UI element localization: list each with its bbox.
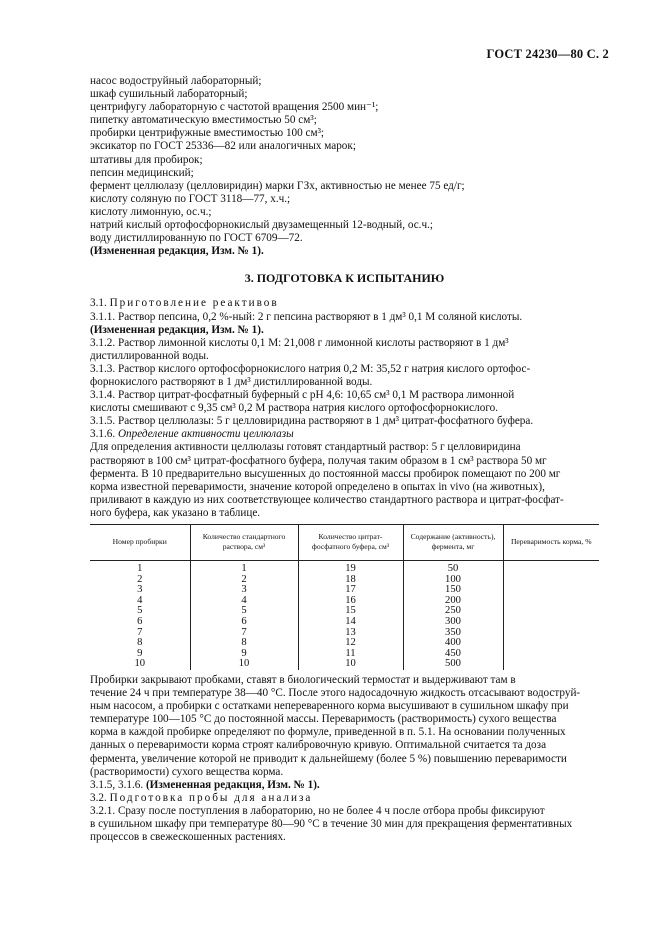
subsection-title: Определение активности целлюлазы	[117, 428, 294, 441]
table-cell: 9	[190, 649, 298, 660]
subsection-title: Приготовление реактивов	[109, 297, 279, 310]
table-cell	[503, 628, 599, 639]
list-item: шкаф сушильный лабораторный;	[90, 88, 248, 101]
list-item: пробирки центрифужные вместимостью 100 см³;	[90, 127, 325, 140]
table-cell: 11	[298, 649, 403, 660]
table-cell: 10	[190, 659, 298, 670]
table-cell: 5	[137, 605, 143, 617]
paragraph-3-1-3-line: форнокислого растворяют в 1 дм³ дистиллированной воды.	[90, 375, 373, 388]
paragraph-3-1-6-line: ного буфера, как указано в таблице.	[90, 506, 261, 519]
table-cell: 15	[298, 606, 403, 617]
table-cell: 5	[190, 606, 298, 617]
list-item: фермент целлюлазу (целловиридин) марки ГЗх, активностью не менее 75 ед/г;	[90, 179, 465, 192]
subsection-3-2	[90, 792, 599, 805]
equipment-list	[90, 75, 599, 245]
table-cell: 450	[403, 649, 503, 660]
table-row	[90, 561, 599, 575]
list-item: эксикатор по ГОСТ 25336—82 или аналогичных марок;	[90, 140, 356, 153]
subsection-3-1	[90, 297, 599, 310]
table-cell	[503, 606, 599, 617]
list-item: насос водоструйный лабораторный;	[90, 75, 262, 87]
table-cell: 3	[190, 585, 298, 596]
table-cell: 13	[298, 628, 403, 639]
edition-note: (Измененная редакция, Изм. № 1).	[90, 323, 264, 336]
table-cell: 4	[190, 596, 298, 607]
paragraph-3-1-6-line: приливают в каждую из них соответствующее количество стандартного раствора и цитрат-фосфат-	[90, 493, 564, 506]
table-cell: 350	[403, 628, 503, 639]
table-cell: 3	[137, 584, 143, 596]
subsection-number: 3.2.	[90, 791, 107, 804]
table-cell: 500	[403, 659, 503, 670]
paragraph-after-table-line: течение 24 ч при температуре 38—40 °С. После этого надосадочную жидкость отсасывают водоструй-	[90, 687, 581, 700]
paragraph-after-table-line: (растворимости) сухого вещества корма.	[90, 765, 284, 778]
edition-note-prefix: 3.1.5, 3.1.6.	[90, 778, 144, 791]
table-body	[90, 561, 599, 670]
table-cell: 8	[190, 638, 298, 649]
table-cell: 1	[137, 563, 143, 574]
table-cell	[503, 561, 599, 575]
edition-note-3-1-5	[90, 779, 599, 792]
document-body	[90, 75, 599, 844]
table-cell	[503, 659, 599, 670]
table-cell: 7	[190, 628, 298, 639]
paragraph-3-2-1-line: в сушильном шкафу при температуре 80—90 °С в течение 30 мин для прекращения ферментативных	[90, 817, 573, 830]
paragraph-3-1-4-line: кислоты смешивают с 9,35 см³ 0,2 М раствора натрия кислого ортофосфорнокислого.	[90, 402, 499, 415]
list-item: штативы для пробирок;	[90, 153, 203, 166]
paragraph-3-2-1-line: 3.2.1. Сразу после поступления в лабораторию, но не более 4 ч после отбора пробы фиксируют	[90, 804, 545, 817]
table-cell: 10	[134, 658, 146, 670]
column-header: Количество стандартного раствора, см³	[190, 525, 298, 561]
table-cell: 12	[298, 638, 403, 649]
table-cell: 50	[403, 561, 503, 575]
table-cell	[503, 575, 599, 586]
list-item: центрифугу лабораторную с частотой вращения 2500 мин⁻¹;	[90, 101, 379, 114]
column-header: Номер пробирки	[90, 525, 190, 561]
paragraph-3-1-2-line: 3.1.2. Раствор лимонной кислоты 0,1 М: 21,008 г лимонной кислоты растворяют в 1 дм³	[90, 336, 509, 349]
page-header: ГОСТ 24230—80 С. 2	[486, 47, 609, 61]
list-item: кислоту соляную по ГОСТ 3118—77, х.ч.;	[90, 192, 291, 205]
paragraph-3-1-6-line: растворяют в 100 см³ цитрат-фосфатного буфера, получая таким образом в 1 см³ раствора 50 мг	[90, 454, 547, 467]
table-header-row	[90, 525, 599, 561]
paragraph-after-table-line: ным насосом, а пробирки с остатками непереваренного корма высушивают в сушильном шкафу при	[90, 700, 569, 713]
table-cell: 6	[190, 617, 298, 628]
enzyme-activity-table	[90, 524, 599, 670]
list-item: кислоту лимонную, ос.ч.;	[90, 205, 212, 218]
column-header: Количество цитрат-фосфатного буфера, см³	[298, 525, 403, 561]
table-cell: 150	[403, 585, 503, 596]
table-cell: 18	[298, 575, 403, 586]
table-row	[90, 659, 599, 670]
paragraph-3-1-2-line: дистиллированной воды.	[90, 349, 209, 362]
paragraph-3-1-1: 3.1.1. Раствор пепсина, 0,2 %-ный: 2 г пепсина растворяют в 1 дм³ 0,1 М соляной кислоты.	[90, 310, 523, 323]
table-cell: 10	[298, 659, 403, 670]
table-cell: 2	[137, 573, 143, 585]
list-item: пепсин медицинский;	[90, 166, 194, 179]
table-cell: 300	[403, 617, 503, 628]
table-cell: 100	[403, 575, 503, 586]
table-cell: 19	[298, 561, 403, 575]
subsection-number: 3.1.6.	[90, 428, 116, 441]
table-cell: 7	[137, 626, 143, 638]
table-cell	[503, 638, 599, 649]
list-item: натрий кислый ортофосфорнокислый двузамещенный 12-водный, ос.ч.;	[90, 219, 434, 232]
paragraph-3-1-3-line: 3.1.3. Раствор кислого ортофосфорнокислого натрия 0,2 М: 35,52 г натрия кислого ортофос-	[90, 362, 531, 375]
edition-note: (Измененная редакция, Изм. № 1).	[90, 245, 264, 258]
table-cell: 17	[298, 585, 403, 596]
paragraph-3-1-6-line: фермента. В 10 предварительно высушенных до постоянной массы пробирок помещают по 200 мг	[90, 467, 561, 480]
paragraph-3-1-6-line: Для определения активности целлюлазы готовят стандартный раствор: 5 г целловиридина	[90, 441, 521, 454]
table-cell: 4	[137, 594, 143, 606]
paragraph-after-table-line: корма в каждой пробирке определяют по формуле, приведенной в п. 5.1. На основании полученных	[90, 726, 566, 739]
paragraph-3-1-4-line: 3.1.4. Раствор цитрат-фосфатный буферный с pH 4,6: 10,65 см³ 0,1 М раствора лимонной	[90, 389, 515, 402]
paragraph-after-table-line: температуре 100—105 °С до постоянной массы. Переваримость (растворимость) сухого вещества	[90, 713, 557, 726]
table-cell: 1	[190, 561, 298, 575]
subsection-3-1-6	[90, 428, 599, 441]
paragraph-after-table-line: фермента, увеличение которой не приводит к дальнейшему (более 5 %) повышению переваримости	[90, 752, 567, 765]
table-cell: 14	[298, 617, 403, 628]
table-cell	[503, 617, 599, 628]
subsection-title: Подготовка пробы для анализа	[109, 791, 313, 804]
table-cell: 200	[403, 596, 503, 607]
paragraph-3-1-5: 3.1.5. Раствор целлюлазы: 5 г целловиридина растворяют в 1 дм³ цитрат-фосфатного буфера.	[90, 415, 534, 428]
paragraph-after-table-line: данных о переваримости корма строят калибровочную кривую. Оптимальной считается та доза	[90, 739, 547, 752]
paragraph-3-1-6-line: корма известной переваримости, значение которой определено в опытах in vivo (на животных),	[90, 480, 545, 493]
list-item: воду дистиллированную по ГОСТ 6709—72.	[90, 232, 303, 245]
table-cell	[503, 649, 599, 660]
table-cell: 400	[403, 638, 503, 649]
table-cell	[503, 585, 599, 596]
table-cell: 9	[137, 647, 143, 659]
subsection-number: 3.1.	[90, 297, 107, 310]
table-cell	[503, 596, 599, 607]
table-cell: 16	[298, 596, 403, 607]
edition-note: (Измененная редакция, Изм. № 1).	[145, 778, 320, 791]
list-item: пипетку автоматическую вместимостью 50 см³;	[90, 114, 317, 127]
table-cell: 8	[137, 637, 143, 649]
table-cell: 2	[190, 575, 298, 586]
table-cell: 250	[403, 606, 503, 617]
paragraph-3-2-1-line: процессов в свежескошенных растениях.	[90, 831, 286, 844]
column-header: Содержание (активность), фермента, мг	[403, 525, 503, 561]
table-cell: 6	[137, 615, 143, 627]
table-row	[90, 617, 599, 628]
paragraph-after-table-line: Пробирки закрывают пробками, ставят в биологический термостат и выдерживают там в	[90, 673, 516, 686]
section-title: 3. ПОДГОТОВКА К ИСПЫТАНИЮ	[244, 271, 445, 286]
column-header: Переваримость корма, %	[503, 525, 599, 561]
